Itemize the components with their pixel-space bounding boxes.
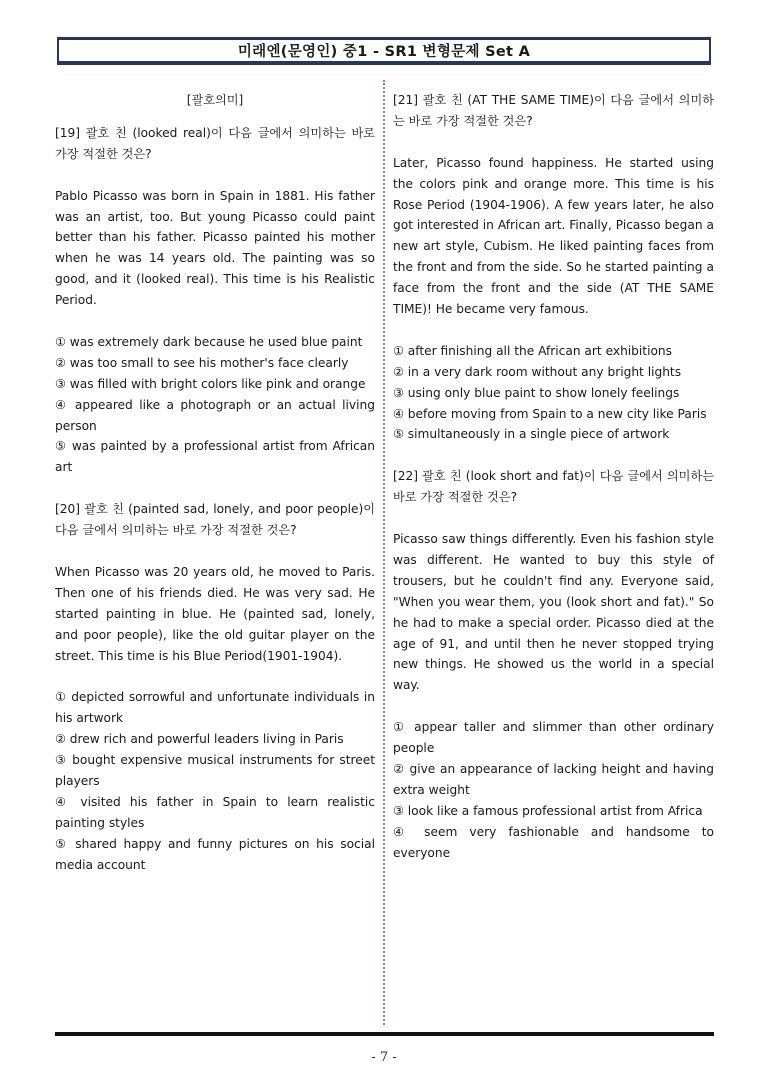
q21-choice-5[interactable]: ⑤ simultaneously in a single piece of artwork [393, 427, 670, 442]
q20-choice-2[interactable]: ② drew rich and powerful leaders living in Paris [55, 732, 344, 747]
right-column [393, 90, 714, 863]
footer-rule [55, 1032, 714, 1036]
q20-choice-3[interactable]: ③ bought expensive musical instruments for street players [55, 753, 375, 788]
left-column [55, 90, 375, 875]
q19-choice-4[interactable]: ④ appeared like a photograph or an actual living person [55, 397, 375, 433]
q22-choice-2[interactable]: ② give an appearance of lacking height and having extra weight [393, 761, 714, 797]
q20-passage: When Picasso was 20 years old, he moved to Paris. Then one of his friends died. He was very sad. He started painting in blue. He (painted sad, lonely, and poor people), like the old guitar player on the street. This time is his Blue Period(1901-1904). [55, 564, 375, 663]
q21-passage: Later, Picasso found happiness. He started using the colors pink and orange more. This time is his Rose Period (1904-1906). A few years later, he also got interested in African art. Finally, Picasso began a new art style, Cubism. He liked painting faces from the front and from the side. So he started painting a face from the front and the side (AT THE SAME TIME)! He became very famous. [393, 155, 714, 317]
q21-choice-4[interactable]: ④ before moving from Spain to a new city like Paris [393, 406, 707, 421]
q19-prompt: [19] 괄호 친 (looked real)이 다음 글에서 의미하는 바로 가장 적절한 것은? [55, 125, 375, 161]
q22-prompt: [22] 괄호 친 (look short and fat)이 다음 글에서 의미하는 바로 가장 적절한 것은? [393, 469, 714, 505]
q20-choice-5[interactable]: ⑤ shared happy and funny pictures on his social media account [55, 836, 375, 872]
q19-choice-3[interactable]: ③ was filled with bright colors like pink and orange [55, 376, 366, 391]
q19-choice-2[interactable]: ② was too small to see his mother's face clearly [55, 355, 349, 370]
q21-choice-2[interactable]: ② in a very dark room without any bright lights [393, 364, 682, 379]
q21-prompt: [21] 괄호 친 (AT THE SAME TIME)이 다음 글에서 의미하는 바로 가장 적절한 것은? [393, 93, 714, 128]
q20-prompt: [20] 괄호 친 (painted sad, lonely, and poor people)이 다음 글에서 의미하는 바로 가장 적절한 것은? [55, 502, 375, 538]
q21-choice-1[interactable]: ① after finishing all the African art exhibitions [393, 343, 672, 358]
section-label: [괄호의미] [186, 93, 244, 107]
column-divider [383, 80, 385, 1025]
q22-choice-4[interactable]: ④ seem very fashionable and handsome to everyone [393, 824, 714, 860]
q19-choice-5[interactable]: ⑤ was painted by a professional artist from African art [55, 439, 375, 475]
page-number: - 7 - [371, 1050, 397, 1065]
q19-choice-1[interactable]: ① was extremely dark because he used blue paint [55, 334, 363, 349]
q19-passage: Pablo Picasso was born in Spain in 1881. His father was an artist, too. But young Picasso could paint better than his father. Picasso painted his mother when he was 14 years old. The painting was so good, and it (looked real). This time is his Realistic Period. [55, 188, 375, 308]
q20-choice-1[interactable]: ① depicted sorrowful and unfortunate individuals in his artwork [55, 690, 375, 726]
q22-passage: Picasso saw things differently. Even his fashion style was different. He wanted to buy this style of trousers, but he couldn't find any. Everyone said, "When you wear them, you (look short and fat)." So he had to make a special order. Picasso died at the age of 91, and until then he never stopped trying new things. He showed us the world in a special way. [393, 531, 714, 693]
q22-choice-1[interactable]: ① appear taller and slimmer than other ordinary people [393, 720, 714, 756]
q22-choice-3[interactable]: ③ look like a famous professional artist from Africa [393, 803, 703, 818]
page-title: 미래엔(문영인) 중1 - SR1 변형문제 Set A [57, 37, 711, 65]
q21-choice-3[interactable]: ③ using only blue paint to show lonely feelings [393, 385, 680, 400]
q20-choice-4[interactable]: ④ visited his father in Spain to learn realistic painting styles [55, 794, 375, 830]
